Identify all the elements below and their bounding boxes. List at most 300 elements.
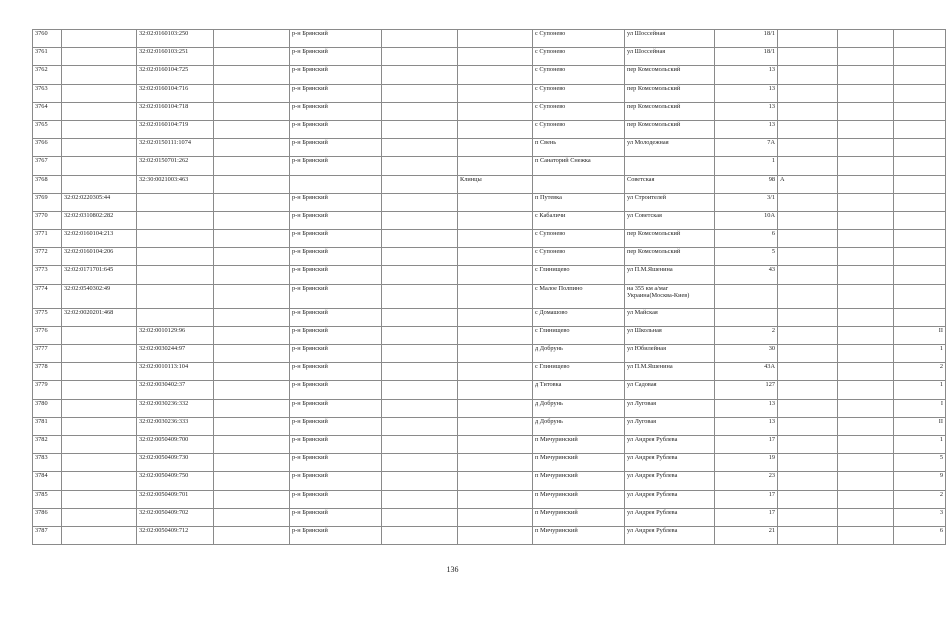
cell-extra-col-a: [214, 48, 290, 66]
cell-apartment: [894, 308, 946, 326]
cell-district: р-н Брянский: [290, 345, 382, 363]
cell-street: ул Андрея Рублева: [625, 508, 715, 526]
cell-street: ул Шоссейная: [625, 48, 715, 66]
cell-row-number: 3776: [33, 326, 62, 344]
cell-extra-col-a: [214, 211, 290, 229]
cell-settlement: с Домашово: [533, 308, 625, 326]
cell-district: р-н Брянский: [290, 472, 382, 490]
cell-cadastral-number-a: [62, 508, 137, 526]
cell-extra-col-b: [382, 66, 458, 84]
cell-street: пер Комсомольский: [625, 248, 715, 266]
cell-cadastral-number-b: [137, 284, 214, 308]
table-row: [33, 266, 946, 284]
cell-apartment: II: [894, 417, 946, 435]
cell-cadastral-number-a: [62, 66, 137, 84]
cell-city: [458, 120, 533, 138]
cell-extra-col-a: [214, 66, 290, 84]
cell-extra-col-c: [838, 308, 894, 326]
cell-row-number: 3770: [33, 211, 62, 229]
page-number: 136: [446, 565, 459, 574]
cell-settlement: с Глинищево: [533, 363, 625, 381]
cell-district: р-н Брянский: [290, 48, 382, 66]
cell-extra-col-a: [214, 30, 290, 48]
cell-building-letter: [778, 30, 838, 48]
cell-extra-col-b: [382, 381, 458, 399]
cell-extra-col-a: [214, 472, 290, 490]
cell-extra-col-b: [382, 526, 458, 544]
cell-extra-col-a: [214, 157, 290, 175]
cell-settlement: д Титовка: [533, 381, 625, 399]
cell-apartment: [894, 157, 946, 175]
cell-city: [458, 139, 533, 157]
cell-house-number: 1: [715, 157, 778, 175]
cell-cadastral-number-b: 32:02:0050409:730: [137, 454, 214, 472]
cell-city: [458, 102, 533, 120]
cell-extra-col-a: [214, 84, 290, 102]
cell-extra-col-c: [838, 66, 894, 84]
cell-settlement: с Супонево: [533, 66, 625, 84]
cell-district: р-н Брянский: [290, 66, 382, 84]
cell-building-letter: [778, 508, 838, 526]
cell-extra-col-b: [382, 48, 458, 66]
cell-row-number: 3765: [33, 120, 62, 138]
table-row: [33, 284, 946, 308]
cell-extra-col-b: [382, 472, 458, 490]
cell-extra-col-c: [838, 102, 894, 120]
cell-city: [458, 435, 533, 453]
cell-cadastral-number-a: [62, 48, 137, 66]
cell-cadastral-number-b: 32:02:0150701:262: [137, 157, 214, 175]
cell-extra-col-a: [214, 399, 290, 417]
cell-district: р-н Брянский: [290, 363, 382, 381]
cell-street: пер Комсомольский: [625, 230, 715, 248]
cell-building-letter: [778, 211, 838, 229]
cell-settlement: п Мичуринский: [533, 490, 625, 508]
cell-street: ул Андрея Рублева: [625, 435, 715, 453]
cell-cadastral-number-a: 32:02:0160104:206: [62, 248, 137, 266]
cell-apartment: [894, 139, 946, 157]
cell-settlement: с Супонево: [533, 230, 625, 248]
table-row: [33, 248, 946, 266]
table-row: [33, 345, 946, 363]
cell-apartment: [894, 48, 946, 66]
cell-cadastral-number-b: [137, 308, 214, 326]
cell-apartment: [894, 284, 946, 308]
cell-settlement: д Добрунь: [533, 417, 625, 435]
cell-extra-col-c: [838, 211, 894, 229]
cell-building-letter: [778, 139, 838, 157]
cell-cadastral-number-a: [62, 30, 137, 48]
cell-settlement: с Супонево: [533, 102, 625, 120]
cell-street: ул П.М.Яшенина: [625, 266, 715, 284]
cell-extra-col-b: [382, 399, 458, 417]
cell-house-number: 23: [715, 472, 778, 490]
cell-extra-col-b: [382, 175, 458, 193]
cell-street: пер Комсомольский: [625, 120, 715, 138]
cell-extra-col-c: [838, 454, 894, 472]
cell-cadastral-number-a: [62, 381, 137, 399]
cell-extra-col-c: [838, 508, 894, 526]
cell-cadastral-number-b: 32:02:0160104:725: [137, 66, 214, 84]
cell-row-number: 3778: [33, 363, 62, 381]
cell-building-letter: [778, 417, 838, 435]
cell-extra-col-c: [838, 139, 894, 157]
cell-building-letter: [778, 84, 838, 102]
table-row: [33, 211, 946, 229]
cell-apartment: [894, 84, 946, 102]
cell-apartment: 5: [894, 454, 946, 472]
cell-extra-col-a: [214, 230, 290, 248]
cell-city: [458, 248, 533, 266]
cell-extra-col-c: [838, 120, 894, 138]
cell-settlement: с Малое Полпино: [533, 284, 625, 308]
cell-house-number: 13: [715, 102, 778, 120]
cell-building-letter: [778, 193, 838, 211]
table-row: [33, 175, 946, 193]
cell-settlement: п Свень: [533, 139, 625, 157]
cell-extra-col-b: [382, 508, 458, 526]
cell-row-number: 3774: [33, 284, 62, 308]
cell-city: [458, 308, 533, 326]
cell-city: [458, 363, 533, 381]
cell-district: р-н Брянский: [290, 230, 382, 248]
cell-house-number: 17: [715, 435, 778, 453]
cell-settlement: с Кабаличи: [533, 211, 625, 229]
cell-cadastral-number-b: [137, 211, 214, 229]
cell-street: на 355 км а/маг Украина(Москва-Киев): [625, 284, 715, 308]
cell-house-number: 98: [715, 175, 778, 193]
cell-extra-col-a: [214, 508, 290, 526]
cell-house-number: [715, 308, 778, 326]
table-row: [33, 490, 946, 508]
cell-district: р-н Брянский: [290, 120, 382, 138]
cell-apartment: 1: [894, 381, 946, 399]
table-row: [33, 193, 946, 211]
cell-extra-col-a: [214, 526, 290, 544]
cell-cadastral-number-b: 32:02:0030236:333: [137, 417, 214, 435]
cell-street: ул Луговая: [625, 399, 715, 417]
table-row: [33, 157, 946, 175]
table-row: [33, 102, 946, 120]
cell-apartment: 1: [894, 435, 946, 453]
cell-building-letter: [778, 399, 838, 417]
cell-settlement: с Супонево: [533, 84, 625, 102]
cell-extra-col-a: [214, 454, 290, 472]
cell-extra-col-c: [838, 230, 894, 248]
table-row: [33, 454, 946, 472]
cell-cadastral-number-b: [137, 266, 214, 284]
table-row: [33, 472, 946, 490]
cell-row-number: 3777: [33, 345, 62, 363]
cell-settlement: п Мичуринский: [533, 526, 625, 544]
cell-apartment: [894, 30, 946, 48]
cell-apartment: [894, 211, 946, 229]
table-row: [33, 417, 946, 435]
cell-city: [458, 66, 533, 84]
cell-city: [458, 345, 533, 363]
cell-settlement: п Мичуринский: [533, 472, 625, 490]
cell-street: Советская: [625, 175, 715, 193]
cell-district: р-н Брянский: [290, 490, 382, 508]
cell-building-letter: [778, 363, 838, 381]
cell-house-number: 13: [715, 84, 778, 102]
cell-apartment: [894, 248, 946, 266]
cell-building-letter: [778, 66, 838, 84]
cell-extra-col-a: [214, 381, 290, 399]
cell-extra-col-b: [382, 230, 458, 248]
cell-row-number: 3771: [33, 230, 62, 248]
cell-district: р-н Брянский: [290, 399, 382, 417]
table-row: [33, 363, 946, 381]
cell-house-number: 30: [715, 345, 778, 363]
cell-extra-col-b: [382, 454, 458, 472]
cell-street: пер Комсомольский: [625, 66, 715, 84]
cell-settlement: п Мичуринский: [533, 435, 625, 453]
cell-settlement: д Добрунь: [533, 399, 625, 417]
cell-settlement: п Мичуринский: [533, 454, 625, 472]
cell-cadastral-number-b: 32:02:0050409:750: [137, 472, 214, 490]
cell-settlement: д Добрунь: [533, 345, 625, 363]
table-row: [33, 526, 946, 544]
cell-cadastral-number-b: 32:02:0030402:37: [137, 381, 214, 399]
cell-street: [625, 157, 715, 175]
cell-street: ул П.М.Яшенина: [625, 363, 715, 381]
cell-extra-col-c: [838, 526, 894, 544]
cell-street: ул Андрея Рублева: [625, 490, 715, 508]
cell-house-number: 10А: [715, 211, 778, 229]
cell-extra-col-a: [214, 490, 290, 508]
cell-district: [290, 175, 382, 193]
cell-building-letter: [778, 381, 838, 399]
cell-cadastral-number-b: 32:02:0050409:701: [137, 490, 214, 508]
cell-settlement: п Санаторий Снежка: [533, 157, 625, 175]
cell-extra-col-c: [838, 381, 894, 399]
cell-district: р-н Брянский: [290, 266, 382, 284]
cell-cadastral-number-a: [62, 363, 137, 381]
cell-extra-col-a: [214, 326, 290, 344]
cell-row-number: 3769: [33, 193, 62, 211]
cell-extra-col-b: [382, 308, 458, 326]
cell-cadastral-number-a: 32:02:0020201:468: [62, 308, 137, 326]
cell-row-number: 3787: [33, 526, 62, 544]
cell-building-letter: [778, 266, 838, 284]
cell-extra-col-c: [838, 84, 894, 102]
cell-row-number: 3772: [33, 248, 62, 266]
cell-house-number: 17: [715, 508, 778, 526]
cell-apartment: [894, 193, 946, 211]
cell-apartment: 2: [894, 490, 946, 508]
table-row: [33, 381, 946, 399]
cell-cadastral-number-a: [62, 102, 137, 120]
cell-cadastral-number-a: [62, 490, 137, 508]
cell-building-letter: [778, 248, 838, 266]
cell-cadastral-number-a: 32:02:0160104:213: [62, 230, 137, 248]
cell-cadastral-number-a: [62, 120, 137, 138]
cell-cadastral-number-a: [62, 435, 137, 453]
cell-row-number: 3766: [33, 139, 62, 157]
cell-settlement: [533, 175, 625, 193]
cell-apartment: [894, 266, 946, 284]
cell-row-number: 3785: [33, 490, 62, 508]
cell-row-number: 3767: [33, 157, 62, 175]
table-row: [33, 508, 946, 526]
cell-cadastral-number-a: [62, 472, 137, 490]
cell-apartment: II: [894, 326, 946, 344]
cell-cadastral-number-b: 32:02:0050409:712: [137, 526, 214, 544]
table-body: [33, 30, 946, 545]
table-row: [33, 308, 946, 326]
table-row: [33, 84, 946, 102]
cell-row-number: 3775: [33, 308, 62, 326]
cell-building-letter: [778, 120, 838, 138]
cell-city: [458, 472, 533, 490]
cell-cadastral-number-b: 32:02:0160104:719: [137, 120, 214, 138]
cell-house-number: 19: [715, 454, 778, 472]
cell-house-number: 6: [715, 230, 778, 248]
cell-row-number: 3773: [33, 266, 62, 284]
cell-district: р-н Брянский: [290, 381, 382, 399]
cell-city: [458, 326, 533, 344]
cell-extra-col-b: [382, 84, 458, 102]
cell-district: р-н Брянский: [290, 526, 382, 544]
cell-apartment: [894, 102, 946, 120]
cell-settlement: с Супонево: [533, 120, 625, 138]
cell-row-number: 3782: [33, 435, 62, 453]
cell-extra-col-b: [382, 211, 458, 229]
cell-building-letter: [778, 230, 838, 248]
cell-extra-col-b: [382, 490, 458, 508]
cell-extra-col-c: [838, 399, 894, 417]
cell-extra-col-a: [214, 284, 290, 308]
cell-city: [458, 417, 533, 435]
cell-cadastral-number-b: 32:02:0010113:104: [137, 363, 214, 381]
cell-house-number: 43А: [715, 363, 778, 381]
table-row: [33, 399, 946, 417]
cell-city: Клинцы: [458, 175, 533, 193]
cell-apartment: 6: [894, 526, 946, 544]
cell-district: р-н Брянский: [290, 84, 382, 102]
cell-building-letter: [778, 308, 838, 326]
cell-building-letter: [778, 526, 838, 544]
table-row: [33, 30, 946, 48]
cell-street: ул Шоссейная: [625, 30, 715, 48]
cell-cadastral-number-a: [62, 157, 137, 175]
cell-extra-col-c: [838, 435, 894, 453]
cell-extra-col-c: [838, 326, 894, 344]
cell-building-letter: [778, 326, 838, 344]
cell-building-letter: [778, 157, 838, 175]
cell-house-number: 13: [715, 399, 778, 417]
cell-cadastral-number-a: 32:02:0540302:49: [62, 284, 137, 308]
cell-row-number: 3781: [33, 417, 62, 435]
cell-house-number: 18/1: [715, 48, 778, 66]
cell-extra-col-a: [214, 120, 290, 138]
cell-house-number: 5: [715, 248, 778, 266]
table-row: [33, 120, 946, 138]
cell-city: [458, 230, 533, 248]
cell-district: р-н Брянский: [290, 30, 382, 48]
cell-extra-col-c: [838, 417, 894, 435]
cell-district: р-н Брянский: [290, 326, 382, 344]
cell-house-number: 21: [715, 526, 778, 544]
cell-extra-col-a: [214, 175, 290, 193]
cell-extra-col-c: [838, 266, 894, 284]
cell-house-number: 127: [715, 381, 778, 399]
cell-street: ул Школьная: [625, 326, 715, 344]
cell-row-number: 3761: [33, 48, 62, 66]
cell-house-number: 17: [715, 490, 778, 508]
cell-cadastral-number-b: [137, 248, 214, 266]
cell-building-letter: [778, 490, 838, 508]
cell-extra-col-c: [838, 157, 894, 175]
cell-row-number: 3783: [33, 454, 62, 472]
cell-extra-col-a: [214, 248, 290, 266]
cell-settlement: с Супонево: [533, 48, 625, 66]
cell-city: [458, 48, 533, 66]
cell-cadastral-number-b: 32:02:0010129:96: [137, 326, 214, 344]
cell-cadastral-number-b: 32:30:0021003:463: [137, 175, 214, 193]
cell-city: [458, 30, 533, 48]
cell-extra-col-a: [214, 345, 290, 363]
cell-apartment: 2: [894, 363, 946, 381]
cell-cadastral-number-a: [62, 84, 137, 102]
table-row: [33, 139, 946, 157]
cell-district: р-н Брянский: [290, 248, 382, 266]
cell-district: р-н Брянский: [290, 508, 382, 526]
cell-city: [458, 454, 533, 472]
cell-apartment: [894, 120, 946, 138]
cell-district: р-н Брянский: [290, 211, 382, 229]
cell-district: р-н Брянский: [290, 284, 382, 308]
cell-row-number: 3762: [33, 66, 62, 84]
cell-row-number: 3763: [33, 84, 62, 102]
cell-settlement: с Глинищево: [533, 266, 625, 284]
table-row: [33, 230, 946, 248]
cell-street: пер Комсомольский: [625, 84, 715, 102]
table-row: [33, 435, 946, 453]
cell-extra-col-c: [838, 472, 894, 490]
cell-district: р-н Брянский: [290, 102, 382, 120]
cell-city: [458, 193, 533, 211]
cell-extra-col-c: [838, 175, 894, 193]
cell-street: ул Андрея Рублева: [625, 454, 715, 472]
cell-row-number: 3786: [33, 508, 62, 526]
cell-settlement: п Мичуринский: [533, 508, 625, 526]
cell-cadastral-number-b: [137, 230, 214, 248]
cell-building-letter: [778, 472, 838, 490]
cell-extra-col-b: [382, 266, 458, 284]
cell-house-number: 3/1: [715, 193, 778, 211]
cell-district: р-н Брянский: [290, 139, 382, 157]
cell-building-letter: [778, 102, 838, 120]
cell-apartment: 3: [894, 508, 946, 526]
cell-city: [458, 490, 533, 508]
cell-extra-col-b: [382, 417, 458, 435]
cell-district: р-н Брянский: [290, 308, 382, 326]
cell-extra-col-a: [214, 363, 290, 381]
cell-street: ул Садовая: [625, 381, 715, 399]
cell-city: [458, 508, 533, 526]
cell-city: [458, 157, 533, 175]
registry-table: [32, 29, 946, 545]
cell-building-letter: [778, 284, 838, 308]
cell-row-number: 3779: [33, 381, 62, 399]
cell-extra-col-a: [214, 308, 290, 326]
cell-row-number: 3764: [33, 102, 62, 120]
cell-city: [458, 284, 533, 308]
cell-extra-col-c: [838, 193, 894, 211]
cell-extra-col-c: [838, 248, 894, 266]
